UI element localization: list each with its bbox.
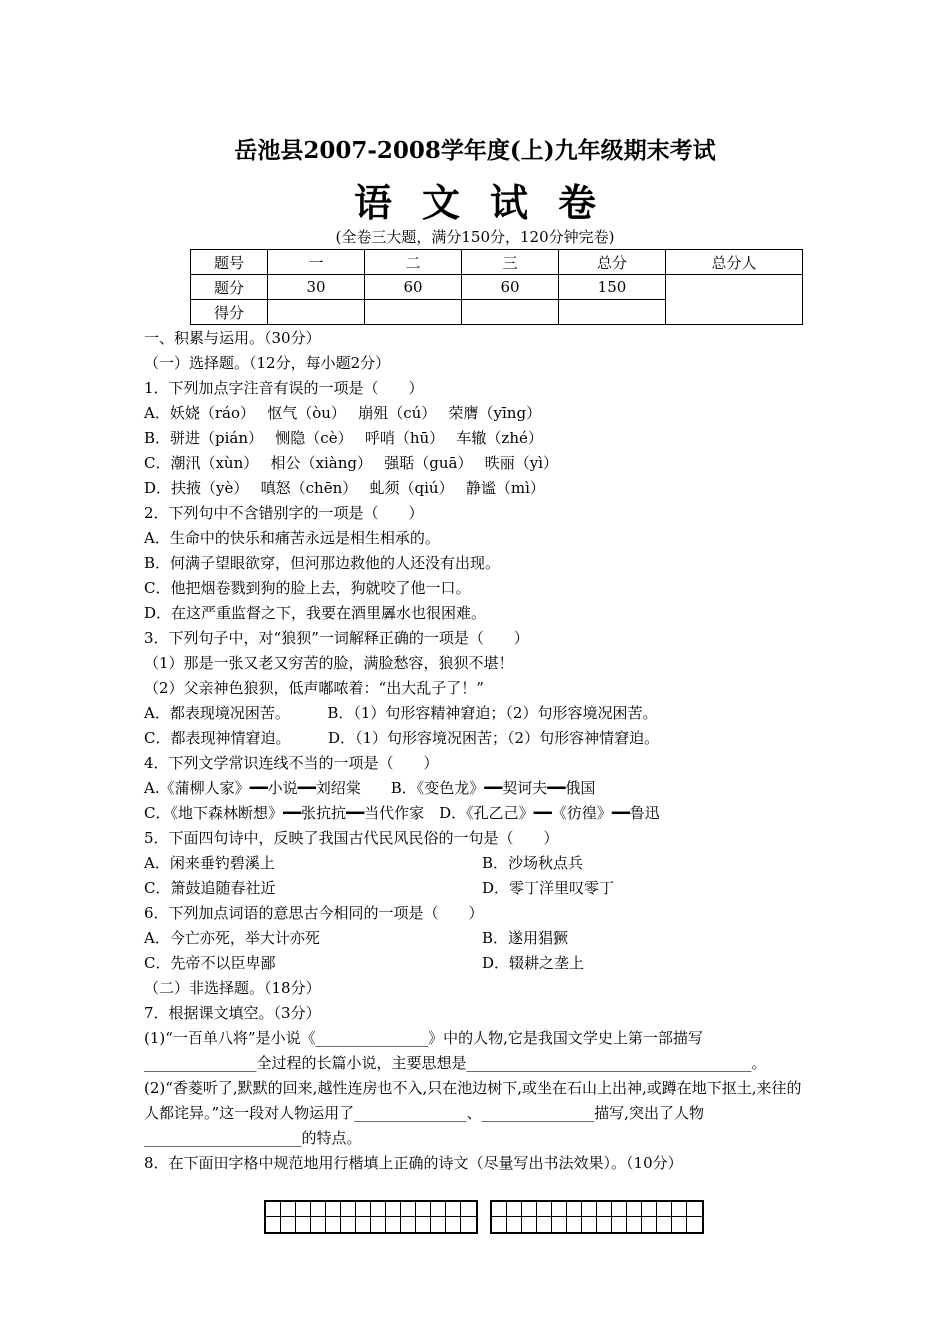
grid-cell[interactable]: [582, 1217, 597, 1232]
question-4: 4．下列文学常识连线不当的一项是（ ）: [144, 754, 439, 772]
table-row: [191, 250, 803, 275]
grid-cell[interactable]: [612, 1217, 627, 1232]
grid-cell[interactable]: [507, 1202, 522, 1217]
option: C．潮汛（xùn） 相公（xiàng） 强聒（guā） 昳丽（yì）: [144, 454, 559, 472]
question-8: 8．在下面田字格中规范地用行楷填上正确的诗文（尽量写出书法效果）。（10分）: [144, 1154, 683, 1172]
subsection-heading: （一）选择题。（12分，每小题2分）: [144, 354, 391, 372]
grid-cell[interactable]: [672, 1217, 687, 1232]
grid-cell[interactable]: [612, 1202, 627, 1217]
table-cell: 总分: [559, 250, 666, 275]
question-2: 2．下列句中不含错别字的一项是（ ）: [144, 504, 424, 522]
option: D．在这严重监督之下，我要在酒里羼水也很困难。: [144, 604, 487, 622]
option-row: [144, 876, 808, 901]
grid-cell[interactable]: [386, 1217, 401, 1232]
grid-cell[interactable]: [296, 1202, 311, 1217]
grid-cell[interactable]: [401, 1217, 416, 1232]
sentence: （2）父亲神色狼狈，低声嘟哝着：“出大乱子了！”: [144, 679, 484, 697]
sentence: （1）那是一张又老又穷苦的脸，满脸愁容，狼狈不堪！: [144, 654, 514, 672]
grid-cell[interactable]: [657, 1217, 672, 1232]
paper-title: 语文试卷: [353, 180, 626, 225]
option: B．沙场秋点兵: [482, 854, 584, 872]
grid-cell[interactable]: [642, 1217, 657, 1232]
grid-cell[interactable]: [492, 1202, 507, 1217]
grid-cell[interactable]: [687, 1202, 702, 1217]
question-1: 1．下列加点字注音有误的一项是（ ）: [144, 379, 424, 397]
table-cell: 三: [462, 250, 559, 275]
option: A．今亡亦死，举大计亦死: [144, 929, 320, 947]
grid-cell[interactable]: [597, 1202, 612, 1217]
grid-cell[interactable]: [597, 1217, 612, 1232]
grid-cell[interactable]: [371, 1217, 386, 1232]
grid-cell[interactable]: [311, 1202, 326, 1217]
grid-cell[interactable]: [492, 1217, 507, 1232]
question-5: 5．下面四句诗中，反映了我国古代民风民俗的一句是（ ）: [144, 829, 559, 847]
option: A．都表现境况困苦。 B．（1）句形容精神窘迫；（2）句形容境况困苦。: [144, 704, 658, 722]
question-3: 3．下列句子中，对“狼狈”一词解释正确的一项是（ ）: [144, 629, 529, 647]
option: A.《蒲柳人家》━━小说━━刘绍棠 B．《变色龙》━━契诃夫━━俄国: [144, 779, 596, 797]
grid-cell[interactable]: [386, 1202, 401, 1217]
option: D．零丁洋里叹零丁: [482, 879, 615, 897]
grid-cell[interactable]: [552, 1217, 567, 1232]
grid-cell[interactable]: [416, 1202, 431, 1217]
score-table: [190, 249, 803, 325]
option: A．生命中的快乐和痛苦永远是相生相承的。: [144, 529, 440, 547]
grid-cell[interactable]: [582, 1202, 597, 1217]
grid-cell[interactable]: [522, 1202, 537, 1217]
option: D．辍耕之垄上: [482, 954, 585, 972]
grid-cell[interactable]: [627, 1202, 642, 1217]
tianzige-area[interactable]: [264, 1200, 704, 1234]
tianzige-grid[interactable]: [490, 1200, 704, 1234]
grid-cell[interactable]: [266, 1217, 281, 1232]
grader-cell[interactable]: [666, 275, 803, 325]
grid-cell[interactable]: [627, 1217, 642, 1232]
table-row: [191, 275, 803, 300]
option-row: [144, 851, 808, 876]
grid-cell[interactable]: [311, 1217, 326, 1232]
grid-cell[interactable]: [356, 1217, 371, 1232]
grid-cell[interactable]: [537, 1217, 552, 1232]
option-row: [144, 926, 808, 951]
grid-cell[interactable]: [522, 1217, 537, 1232]
grid-cell[interactable]: [642, 1202, 657, 1217]
option: C．先帝不以臣卑鄙: [144, 954, 276, 972]
grid-cell[interactable]: [296, 1217, 311, 1232]
grid-cell[interactable]: [446, 1202, 461, 1217]
grid-cell[interactable]: [326, 1217, 341, 1232]
table-cell: 总分人: [666, 250, 803, 275]
table-cell: 题分: [191, 275, 268, 300]
score-input-cell[interactable]: [462, 300, 559, 325]
exam-title: 岳池县2007-2008学年度(上)九年级期末考试: [234, 137, 716, 164]
grid-cell[interactable]: [672, 1202, 687, 1217]
grid-cell[interactable]: [537, 1202, 552, 1217]
table-cell: 150: [559, 275, 666, 300]
question-6: 6．下列加点词语的意思古今相同的一项是（ ）: [144, 904, 484, 922]
tianzige-grid[interactable]: [264, 1200, 478, 1234]
grid-cell[interactable]: [416, 1217, 431, 1232]
option: A．妖娆（ráo） 怄气（òu） 崩殂（cú） 荣膺（yīng）: [144, 404, 542, 422]
grid-cell[interactable]: [281, 1217, 296, 1232]
grid-cell[interactable]: [687, 1217, 702, 1232]
grid-cell[interactable]: [266, 1202, 281, 1217]
grid-cell[interactable]: [341, 1217, 356, 1232]
grid-cell[interactable]: [657, 1202, 672, 1217]
question-7: 7．根据课文填空。（3分）: [144, 1004, 321, 1022]
table-cell: 得分: [191, 300, 268, 325]
table-cell: 二: [365, 250, 462, 275]
grid-cell[interactable]: [552, 1202, 567, 1217]
option: B．何满子望眼欲穿，但河那边救他的人还没有出现。: [144, 554, 501, 572]
option: B．遂用猖獗: [482, 929, 569, 947]
section-heading: 一、积累与运用。（30分）: [144, 329, 321, 347]
table-cell: 题号: [191, 250, 268, 275]
fill-blank-paragraph[interactable]: (1)“一百单八将”是小说《_______________》中的人物,它是我国文学史上第一部描写_______________全过程的长篇小说，主要思想是______________________________________。: [144, 1029, 767, 1072]
grid-cell[interactable]: [371, 1202, 386, 1217]
option: B．骈进（pián） 恻隐（cè） 呼哨（hū） 车辙（zhé）: [144, 429, 543, 447]
grid-cell[interactable]: [401, 1202, 416, 1217]
option: C．都表现神情窘迫。 D．（1）句形容境况困苦；（2）句形容神情窘迫。: [144, 729, 660, 747]
option: C．箫鼓追随春社近: [144, 879, 276, 897]
grid-cell[interactable]: [281, 1202, 296, 1217]
grid-cell[interactable]: [567, 1202, 582, 1217]
option: C．《地下森林断想》━━张抗抗━━当代作家 D．《孔乙己》━━《彷徨》━━鲁迅: [144, 804, 660, 822]
score-input-cell[interactable]: [268, 300, 365, 325]
option: C．他把烟卷戮到狗的脸上去，狗就咬了他一口。: [144, 579, 471, 597]
option: D．扶掖（yè） 嗔怒（chēn） 虬须（qiú） 静谧（mì）: [144, 479, 545, 497]
grid-cell[interactable]: [461, 1217, 476, 1232]
grid-cell[interactable]: [567, 1217, 582, 1232]
score-input-cell[interactable]: [559, 300, 666, 325]
exam-body: [144, 326, 808, 1176]
grid-cell[interactable]: [431, 1217, 446, 1232]
grid-cell[interactable]: [326, 1202, 341, 1217]
grid-cell[interactable]: [507, 1217, 522, 1232]
table-cell: 30: [268, 275, 365, 300]
fill-blank-paragraph[interactable]: (2)“香菱听了,默默的回来,越性连房也不入,只在池边树下,或坐在石山上出神,或蹲在地下抠土,来往的人都诧异。”这一段对人物运用了_______________、_______________描写,突出了人物_____________________的特点。: [144, 1079, 802, 1147]
table-cell: 一: [268, 250, 365, 275]
subsection-heading: （二）非选择题。（18分）: [144, 979, 321, 997]
option-row: [144, 951, 808, 976]
grid-cell[interactable]: [341, 1202, 356, 1217]
score-input-cell[interactable]: [365, 300, 462, 325]
table-cell: 60: [462, 275, 559, 300]
grid-cell[interactable]: [446, 1217, 461, 1232]
grid-cell[interactable]: [461, 1202, 476, 1217]
grid-cell[interactable]: [431, 1202, 446, 1217]
grid-cell[interactable]: [356, 1202, 371, 1217]
table-cell: 60: [365, 275, 462, 300]
option: A．闲来垂钓碧溪上: [144, 854, 275, 872]
exam-note: (全卷三大题，满分150分，120分钟完卷): [335, 228, 615, 246]
